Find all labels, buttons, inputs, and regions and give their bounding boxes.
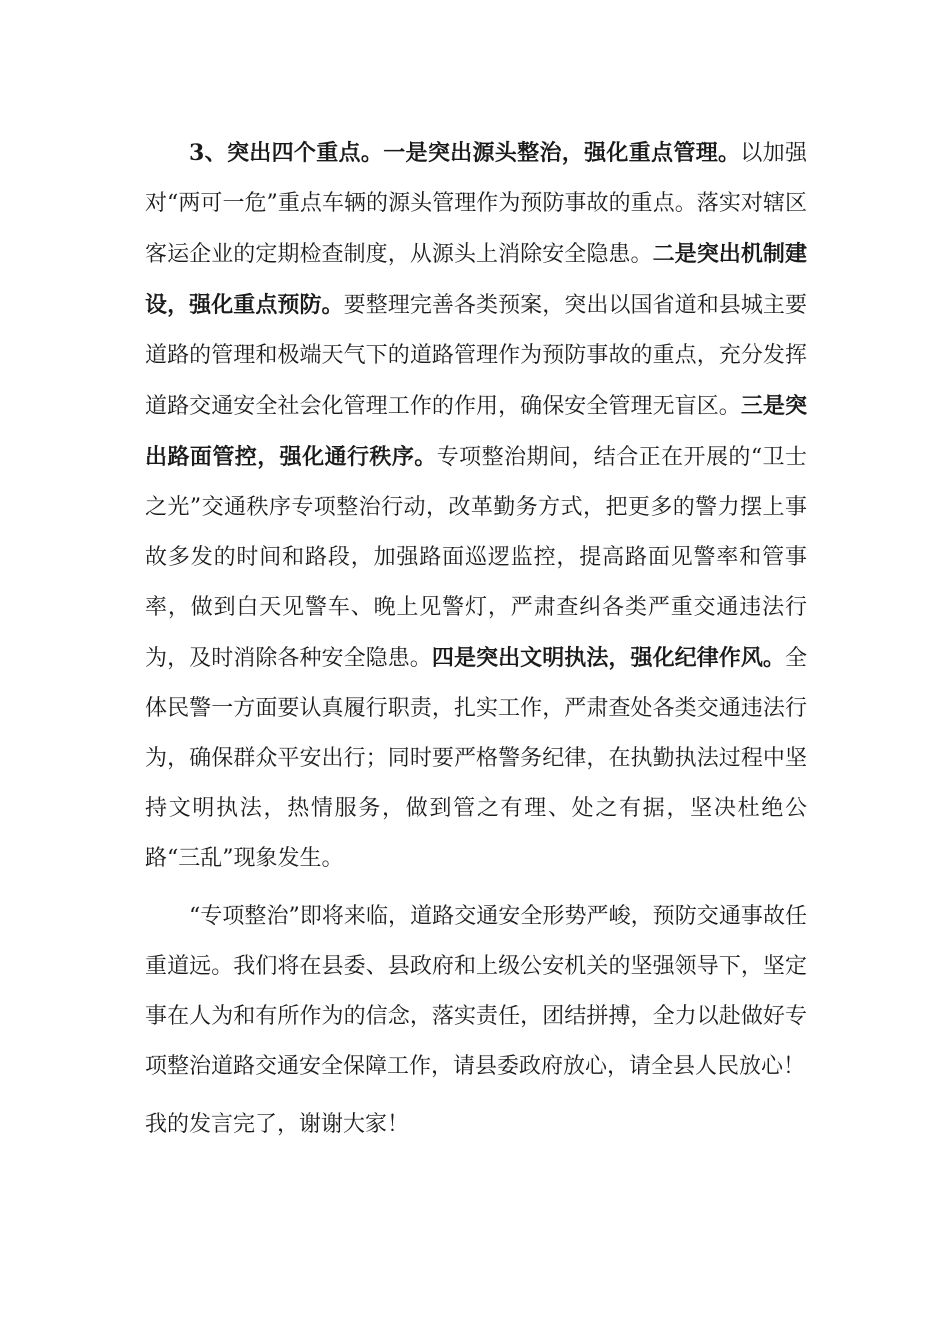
text-closing: 我的发言完了，谢谢大家！ [145, 1112, 410, 1137]
heading-four-key-points: 3、突出四个重点。一是突出源头整治，强化重点管理。 [189, 140, 741, 166]
paragraph-conclusion [145, 892, 807, 1092]
text-discipline: 全体民警一方面要认真履行职责，扎实工作，严肃查处各类交通违法行为，确保群众平安出行；同时要严格警务纪律，在执勤执法过程中坚持文明执法，热情服务，做到管之有理、处之有据，坚决杜绝公路“三乱”现象发生。 [145, 646, 807, 871]
heading-road-control: 三是突出路面管控，强化通行秩序。 [145, 393, 807, 470]
text-conclusion: “专项整治”即将来临，道路交通安全形势严峻，预防交通事故任重道远。我们将在县委、县政府和上级公安机关的坚强领导下，坚定事在人为和有所作为的信念，落实责任，团结拼搏，全力以赴做好专项整治道路交通安全保障工作，请县委政府放心，请全县人民放心！ [145, 904, 807, 1079]
heading-civilized-enforcement: 四是突出文明执法，强化纪律作风。 [431, 645, 785, 671]
heading-mechanism-building: 二是突出机制建设，强化重点预防。 [145, 241, 807, 318]
document-page [145, 128, 807, 1150]
paragraph-key-points [145, 128, 807, 884]
text-prevention-plans: 要整理完善各类预案，突出以国省道和县城主要道路的管理和极端天气下的道路管理作为预防事故的重点，充分发挥道路交通安全社会化管理工作的作用，确保安全管理无盲区。 [145, 293, 807, 419]
paragraph-closing [145, 1100, 807, 1150]
text-traffic-order: 专项整治期间，结合正在开展的“卫士之光”交通秩序专项整治行动，改革勤务方式，把更多的警力摆上事故多发的时间和路段，加强路面巡逻监控，提高路面见警率和管事率，做到白天见警车、晚上见警灯，严肃查纠各类严重交通违法行为，及时消除各种安全隐患。 [145, 445, 807, 671]
text-source-management: 以加强对“两可一危”重点车辆的源头管理作为预防事故的重点。落实对辖区客运企业的定期检查制度，从源头上消除安全隐患。 [145, 141, 807, 267]
